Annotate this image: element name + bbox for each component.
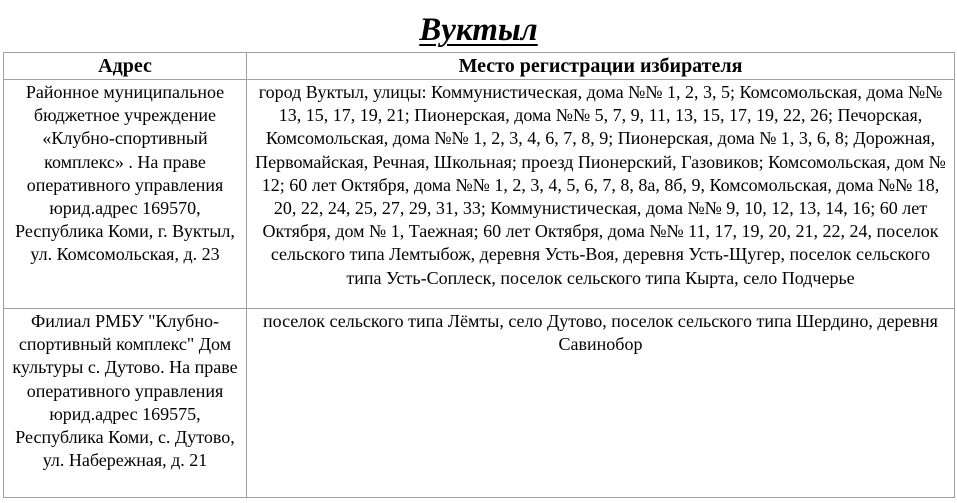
address-cell: Районное муниципальное бюджетное учреждение «Клубно-спортивный комплекс» . На праве оперативного управления юрид.адрес 169570, Республика Коми, г. Вуктыл, ул. Комсомольская, д. 23 — [4, 80, 247, 309]
page-title: Вуктыл — [419, 12, 538, 48]
table-header-row — [4, 53, 955, 80]
registration-cell: город Вуктыл, улицы: Коммунистическая, дома №№ 1, 2, 3, 5; Комсомольская, дома №№ 13, 15, 17, 19, 21; Пионерская, дома №№ 5, 7, 9, 11, 13, 15, 17, 19, 22, 26; Печорская, Комсомольская, дома №№ 1, 2, 3, 4, 6, 7, 8, 9; Пионерская, дома № 1, 3, 6, 8; Дорожная, Первомайская, Речная, Школьная; проезд Пионерский, Газовиков; Комсомольская, дом № 12; 60 лет Октября, дома №№ 1, 2, 3, 4, 5, 6, 7, 8, 8а, 8б, 9, Комсомольская, дома №№ 18, 20, 22, 24, 25, 27, 29, 31, 33; Коммунистическая, дома №№ 9, 10, 12, 13, 14, 16; 60 лет Октября, дом № 1, Таежная; 60 лет Октября, дома №№ 11, 17, 19, 20, 21, 22, 24, поселок сельского типа Лемтыбож, деревня Усть-Воя, деревня Усть-Щугер, поселок сельского типа Усть-Соплеск, поселок сельского типа Кырта, село Подчерье — [247, 80, 955, 309]
table-row — [4, 309, 955, 498]
address-cell: Филиал РМБУ "Клубно-спортивный комплекс" Дом культуры с. Дутово. На праве оперативного управления юрид.адрес 169575, Республика Коми, с. Дутово, ул. Набережная, д. 21 — [4, 309, 247, 498]
column-header-registration: Место регистрации избирателя — [247, 53, 955, 80]
registration-cell: поселок сельского типа Лёмты, село Дутово, поселок сельского типа Шердино, деревня Савинобор — [247, 309, 955, 498]
column-header-address: Адрес — [4, 53, 247, 80]
table-row — [4, 80, 955, 309]
polling-stations-table — [3, 52, 955, 498]
